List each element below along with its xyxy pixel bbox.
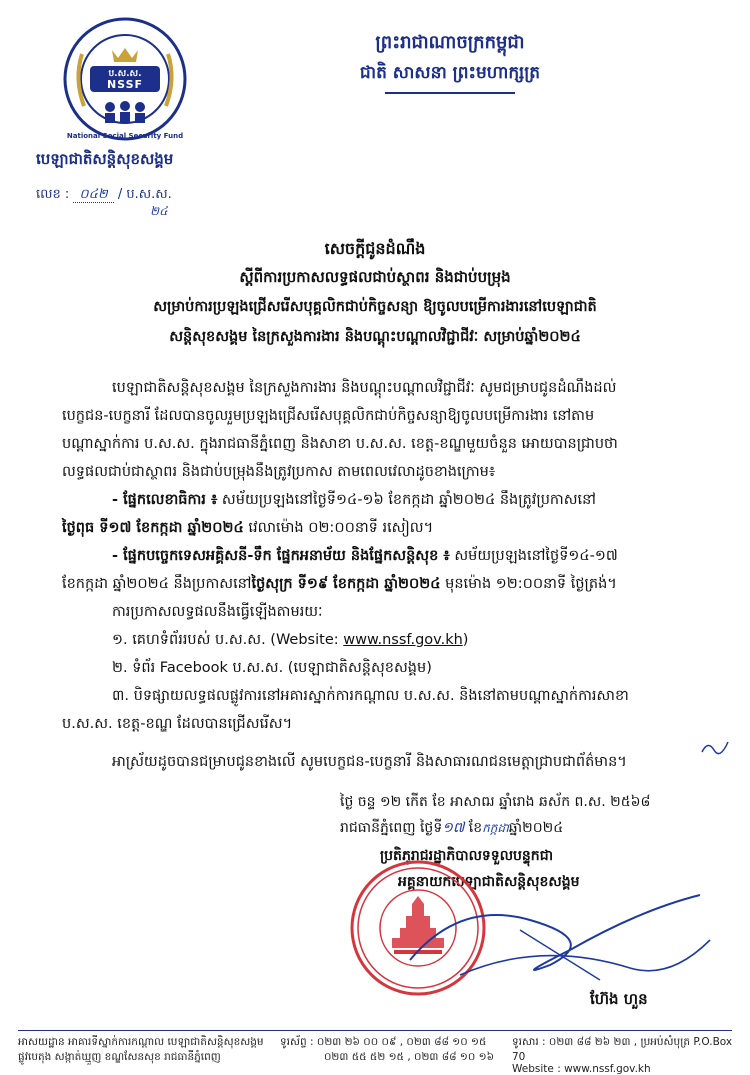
org-name: បេឡាជាតិសន្តិសុខសង្គម xyxy=(36,150,174,168)
footer-fax: ទូរសារ : ០២៣ ៨៨ ២៦ ២៣ , ប្រអប់សំបុត្រ P.O.Box 70 Website : www.nssf.gov.kh xyxy=(512,1036,733,1075)
kingdom-heading: ព្រះរាជាណាចក្រកម្ពុជា xyxy=(375,32,525,53)
website-link[interactable]: www.nssf.gov.kh xyxy=(343,632,463,648)
notice-subtitle-2: សម្រាប់ការប្រឡងជ្រើសរើសបុគ្គលិកជាប់កិច្ចសន្យា ឱ្យចូលបម្រើការងារនៅបេឡាជាតិ xyxy=(153,298,597,315)
closing-sentence: អាស្រ័យដូចបានជម្រាបជូនខាងលើ សូមបេក្ខជន-បេក្ខនារី និងសាធារណជនមេត្តាជ្រាបជាព័ត៌មាន។ xyxy=(112,754,627,770)
national-motto: ជាតិ សាសនា ព្រះមហាក្សត្រ xyxy=(359,63,541,83)
bullet-text: សម័យប្រឡងនៅថ្ងៃទី១៤-១៦ ខែកក្កដា ឆ្នាំ២០២៤ នឹងត្រូវប្រកាសនៅ xyxy=(217,492,596,508)
body-line: បេឡាជាតិសន្តិសុខសង្គម នៃក្រសួងការងារ និងបណ្តុះបណ្តាលវិជ្ជាជីវៈ សូមជម្រាបជូនដំណឹងដល់ xyxy=(112,380,617,396)
methods-intro: ការប្រកាសលទ្ធផលនឹងធ្វើឡើងតាមរយៈ xyxy=(112,604,323,620)
method-item-cont: ប.ស.ស. ខេត្ត-ខណ្ឌ ដែលបានជ្រើសរើស។ xyxy=(62,716,293,732)
signatory-title: ប្រតិភូរាជរដ្ឋាភិបាលទទួលបន្ទុកជា xyxy=(380,848,554,864)
bullet-text: សម័យប្រឡងនៅថ្ងៃទី១៤-១៧ xyxy=(449,548,618,564)
ref-suffix: ប.ស.ស. xyxy=(126,187,172,202)
bullet-secretariat xyxy=(62,486,702,542)
initial-mark xyxy=(700,738,730,758)
bullet-technical xyxy=(62,542,702,598)
footer-address: អាសយដ្ឋាន អាគារទីស្នាក់ការកណ្តាល បេឡាជាតិសន្តិសុខសង្គម ផ្លូវបេតុង សង្កាត់ឃ្មួញ ខណ្ឌសែនសុខ រាជធានីភ្នំពេញ xyxy=(18,1036,264,1063)
lunar-date: ថ្ងៃ ចន្ទ ១២ កើត ខែ អាសាឍ ឆ្នាំរោង ឆស័ក ព.ស. ២៥៦៨ xyxy=(340,794,651,810)
notice-subtitle-3: សន្តិសុខសង្គម នៃក្រសួងការងារ និងបណ្តុះបណ្តាលវិជ្ជាជីវៈ សម្រាប់ឆ្នាំ២០២៤ xyxy=(169,328,581,345)
logo-abbr: ប.ស.ស. xyxy=(108,69,142,79)
logo-acronym: NSSF xyxy=(106,78,144,91)
bullet-time: មុនម៉ោង ១២:០០នាទី ថ្ងៃត្រង់។ xyxy=(440,576,617,592)
method-item: ២. ទំព័រ Facebook ប.ស.ស. (បេឡាជាតិសន្តិសុខសង្គម) xyxy=(112,660,432,676)
method-item: ១. គេហទំព័ររបស់ ប.ស.ស. (Website: www.nssf.gov.kh) xyxy=(112,632,469,648)
bullet-date: ថ្ងៃសុក្រ ទី១៩ ខែកក្កដា ឆ្នាំ២០២៤ xyxy=(251,576,441,592)
body-paragraph xyxy=(62,374,702,486)
footer-website-link[interactable]: www.nssf.gov.kh xyxy=(564,1063,651,1075)
body-line: បណ្តាស្នាក់ការ ប.ស.ស. ក្នុងរាជធានីភ្នំពេញ និងសាខា ប.ស.ស. ខេត្ត-ខណ្ឌមួយចំនួន អោយបានជ្រាបថា xyxy=(62,436,618,452)
body-line: បេក្ខជន-បេក្ខនារី ដែលបានចូលរួមប្រឡងជ្រើសរើសបុគ្គលិកជាប់កិច្ចសន្យាឱ្យចូលបម្រើការងារ នៅតាម xyxy=(62,408,595,424)
bullet-lead: - ផ្នែកលេខាធិការ ៖ xyxy=(112,492,218,508)
bullet-time: វេលាម៉ោង ០២:០០នាទី រសៀល។ xyxy=(243,520,434,536)
ref-sub: ២៤ xyxy=(150,204,168,218)
reference-number: លេខ : ០៤២ / ប.ស.ស. xyxy=(36,187,172,202)
nssf-logo xyxy=(60,14,190,144)
bullet-text: ខែកក្កដា ឆ្នាំ២០២៤ នឹងប្រកាសនៅ xyxy=(62,576,252,592)
ref-number: ០៤២ xyxy=(73,187,113,203)
signatory-position: អគ្គនាយកបេឡាជាតិសន្តិសុខសង្គម xyxy=(398,874,580,890)
notice-subtitle-1: ស្តីពីការប្រកាសលទ្ធផលជាប់ស្ថាពរ និងជាប់បម្រុង xyxy=(239,268,511,286)
ref-label: លេខ : xyxy=(36,187,70,202)
bullet-lead: - ផ្នែកបច្ចេកទេសអគ្គិសនី-ទឹក ផ្នែកអនាម័យ និងផ្នែកសន្តិសុខ ៖ xyxy=(112,548,450,564)
method-item: ៣. បិទផ្សាយលទ្ធផលផ្លូវការនៅអគារស្នាក់ការកណ្តាល ប.ស.ស. និងនៅតាមបណ្តាស្នាក់ការសាខា xyxy=(112,688,629,704)
signature xyxy=(400,880,720,990)
motto-ornament xyxy=(385,92,515,96)
announcement-methods xyxy=(62,598,702,738)
body-line: លទ្ធផលជាប់ជាស្ថាពរ និងជាប់បម្រុងនឹងត្រូវប្រកាស តាមពេលវេលាដូចខាងក្រោម៖ xyxy=(62,464,496,480)
solar-day: ១៧ xyxy=(442,820,465,836)
solar-date: រាជធានីភ្នំពេញ ថ្ងៃទី១៧ ខែកក្កដាឆ្នាំ២០២៤ xyxy=(340,820,564,836)
logo-ring-text: National Social Security Fund xyxy=(66,132,184,140)
notice-title: សេចក្តីជូនដំណឹង xyxy=(324,239,426,258)
signatory-name: ហ៊ែង ហួន xyxy=(590,990,648,1008)
bullet-date: ថ្ងៃពុធ ទី១៧ ខែកក្កដា ឆ្នាំ២០២៤ xyxy=(62,520,244,536)
footer-divider xyxy=(18,1030,732,1031)
solar-month: កក្កដា xyxy=(482,821,509,835)
footer-phone: ទូរស័ព្ទ : ០២៣ ២៦ ០០ ០៩ , ០២៣ ៨៨ ១០ ១៥ ០២៣ ៥៥ ៥២ ១៥ , ០២៣ ៨៨ ១០ ១៦ xyxy=(280,1036,495,1063)
